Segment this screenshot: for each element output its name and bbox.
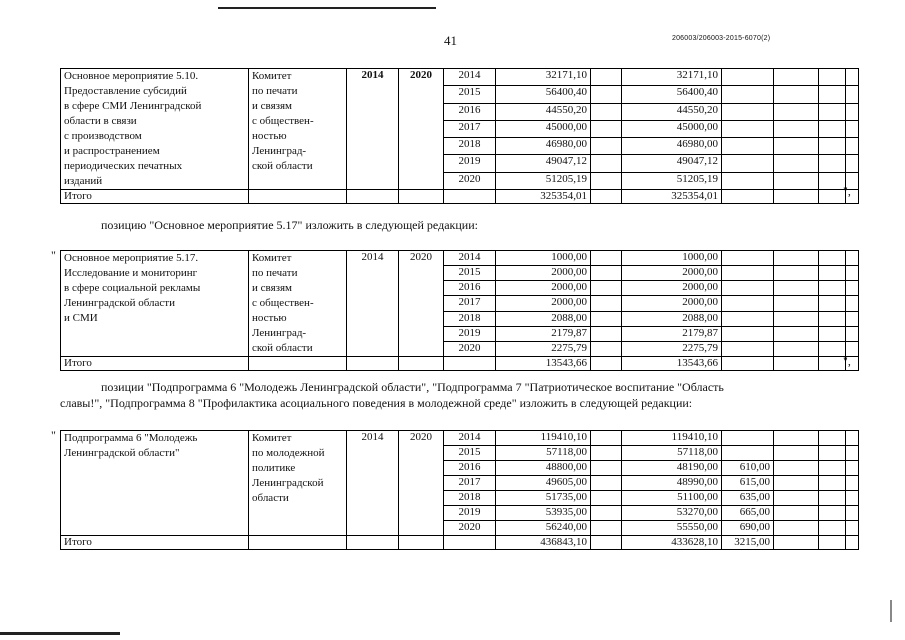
empty-cell: [819, 311, 846, 326]
document-reference: 206003/206003-2015-6070(2): [672, 35, 771, 42]
measure-name-line: в сфере СМИ Ленинградской: [64, 100, 202, 112]
empty-cell: [722, 326, 774, 341]
empty-cell: [774, 103, 819, 120]
cell-itogo_other: 3215,00: [722, 536, 774, 550]
empty-cell: [591, 311, 622, 326]
cell-regional: 1000,00: [622, 251, 722, 266]
cell-itogo_total: 436843,10: [496, 536, 591, 550]
empty-cell: [591, 120, 622, 137]
empty-cell: [846, 431, 859, 446]
cell-year: 2014: [444, 69, 496, 86]
empty-cell: [774, 281, 819, 296]
cell-year: 2019: [444, 506, 496, 521]
empty-cell: [819, 155, 846, 172]
empty-cell: [591, 461, 622, 476]
cell-itogo_regional: 325354,01: [622, 190, 722, 204]
empty-cell: [846, 461, 859, 476]
executor-line: ской области: [252, 342, 313, 354]
empty-cell: [846, 446, 859, 461]
measure-name-line: области в связи: [64, 115, 137, 127]
empty-cell: [819, 521, 846, 536]
empty-cell: [846, 86, 859, 103]
cell-total: 44550,20: [496, 103, 591, 120]
empty-cell: [722, 172, 774, 189]
cell-other: [722, 431, 774, 446]
closing-quote-1: ",: [843, 184, 851, 198]
opening-quote-2: ": [51, 248, 56, 262]
empty-cell: [249, 357, 347, 371]
cell-total: 48800,00: [496, 461, 591, 476]
empty-cell: [399, 357, 444, 371]
table-row: [61, 431, 859, 446]
cell-itogo_label: Итого: [61, 536, 249, 550]
empty-cell: [774, 446, 819, 461]
cell-regional: 46980,00: [622, 138, 722, 155]
empty-cell: [774, 341, 819, 356]
cell-total: 46980,00: [496, 138, 591, 155]
closing-quote-2: ",: [843, 354, 851, 368]
empty-cell: [722, 251, 774, 266]
empty-cell: [722, 103, 774, 120]
cell-start: 2014: [347, 69, 399, 190]
cell-total: 56240,00: [496, 521, 591, 536]
cell-regional: 119410,10: [622, 431, 722, 446]
executor-line: Комитет: [252, 252, 292, 264]
empty-cell: [819, 491, 846, 506]
measure-name-line: и распространением: [64, 145, 160, 157]
cell-other: 610,00: [722, 461, 774, 476]
empty-cell: [819, 341, 846, 356]
empty-cell: [846, 103, 859, 120]
measure-name: [61, 69, 249, 190]
empty-cell: [819, 266, 846, 281]
cell-total: 2179,87: [496, 326, 591, 341]
empty-cell: [591, 266, 622, 281]
cell-year: 2018: [444, 311, 496, 326]
empty-cell: [249, 536, 347, 550]
cell-end: 2020: [399, 69, 444, 190]
empty-cell: [591, 296, 622, 311]
empty-cell: [591, 476, 622, 491]
cell-total: 119410,10: [496, 431, 591, 446]
empty-cell: [722, 296, 774, 311]
cell-total: 57118,00: [496, 446, 591, 461]
measure-name-line: с производством: [64, 130, 142, 142]
executor-line: Комитет: [252, 432, 292, 444]
cell-itogo_total: 325354,01: [496, 190, 591, 204]
empty-cell: [846, 155, 859, 172]
paragraph-measure-5-17: позицию "Основное мероприятие 5.17" изложить в следующей редакции:: [101, 218, 478, 232]
empty-cell: [819, 251, 846, 266]
empty-cell: [722, 341, 774, 356]
cell-total: 2000,00: [496, 296, 591, 311]
empty-cell: [722, 281, 774, 296]
empty-cell: [774, 431, 819, 446]
empty-cell: [722, 120, 774, 137]
empty-cell: [774, 251, 819, 266]
cell-start: 2014: [347, 431, 399, 536]
empty-cell: [591, 341, 622, 356]
empty-cell: [846, 281, 859, 296]
cell-year: 2017: [444, 120, 496, 137]
empty-cell: [846, 120, 859, 137]
empty-cell: [846, 311, 859, 326]
measure-name-line: Подпрограмма 6 "Молодежь: [64, 432, 198, 444]
empty-cell: [819, 190, 846, 204]
cell-itogo_regional: 433628,10: [622, 536, 722, 550]
cell-itogo_label: Итого: [61, 357, 249, 371]
empty-cell: [774, 476, 819, 491]
empty-cell: [722, 266, 774, 281]
empty-cell: [774, 296, 819, 311]
empty-cell: [722, 138, 774, 155]
empty-cell: [591, 431, 622, 446]
executor-line: и связям: [252, 100, 292, 112]
cell-total: 2000,00: [496, 281, 591, 296]
cell-regional: 2000,00: [622, 296, 722, 311]
table-measure-5-10: [60, 68, 859, 204]
empty-cell: [774, 86, 819, 103]
cell-total: 32171,10: [496, 69, 591, 86]
paragraph-subprograms-line2: славы!", "Подпрограмма 8 "Профилактика асоциального поведения в молодежной среде" изложить в следующей редакции:: [60, 396, 693, 410]
cell-year: 2016: [444, 461, 496, 476]
empty-cell: [819, 446, 846, 461]
empty-cell: [774, 155, 819, 172]
measure-name-line: в сфере социальной рекламы: [64, 282, 201, 294]
empty-cell: [591, 103, 622, 120]
empty-cell: [819, 120, 846, 137]
empty-cell: [347, 536, 399, 550]
empty-cell: [846, 536, 859, 550]
measure-name-line: Основное мероприятие 5.17.: [64, 252, 199, 264]
cell-total: 2000,00: [496, 266, 591, 281]
empty-cell: [591, 86, 622, 103]
cell-regional: 2179,87: [622, 326, 722, 341]
empty-cell: [591, 251, 622, 266]
executor-line: ностью: [252, 130, 287, 142]
executor-line: по молодежной: [252, 447, 325, 459]
cell-itogo_regional: 13543,66: [622, 357, 722, 371]
table-subprogram-6: [60, 430, 859, 550]
empty-cell: [846, 491, 859, 506]
cell-year: 2014: [444, 431, 496, 446]
empty-cell: [774, 190, 819, 204]
cell-itogo_total: 13543,66: [496, 357, 591, 371]
executor-line: политике: [252, 462, 296, 474]
empty-cell: [249, 190, 347, 204]
empty-cell: [444, 536, 496, 550]
executor-line: с обществен-: [252, 115, 314, 127]
measure-name: [61, 251, 249, 357]
cell-total: 53935,00: [496, 506, 591, 521]
empty-cell: [347, 190, 399, 204]
executor-line: Ленинград-: [252, 145, 307, 157]
cell-end: 2020: [399, 251, 444, 357]
empty-cell: [722, 86, 774, 103]
empty-cell: [819, 172, 846, 189]
empty-cell: [774, 326, 819, 341]
cell-total: 45000,00: [496, 120, 591, 137]
bottom-rule: [0, 632, 120, 635]
cell-year: 2016: [444, 103, 496, 120]
empty-cell: [819, 69, 846, 86]
empty-cell: [591, 172, 622, 189]
empty-cell: [819, 326, 846, 341]
empty-cell: [399, 536, 444, 550]
empty-cell: [591, 69, 622, 86]
empty-cell: [591, 155, 622, 172]
empty-cell: [819, 86, 846, 103]
empty-cell: [591, 326, 622, 341]
cell-other: 615,00: [722, 476, 774, 491]
cell-regional: 51205,19: [622, 172, 722, 189]
measure-name-line: Основное мероприятие 5.10.: [64, 70, 199, 82]
empty-cell: [774, 357, 819, 371]
cell-year: 2017: [444, 296, 496, 311]
empty-cell: [774, 69, 819, 86]
cell-end: 2020: [399, 431, 444, 536]
cell-regional: 55550,00: [622, 521, 722, 536]
cell-total: 1000,00: [496, 251, 591, 266]
empty-cell: [774, 536, 819, 550]
empty-cell: [846, 521, 859, 536]
paragraph-subprograms-line1: позиции "Подпрограмма 6 "Молодежь Ленинградской области", "Подпрограмма 7 "Патриотическое воспитание "Область: [101, 380, 724, 394]
empty-cell: [722, 311, 774, 326]
cell-total: 56400,40: [496, 86, 591, 103]
empty-cell: [444, 357, 496, 371]
cell-year: 2016: [444, 281, 496, 296]
cell-regional: 32171,10: [622, 69, 722, 86]
empty-cell: [722, 155, 774, 172]
cell-regional: 51100,00: [622, 491, 722, 506]
empty-cell: [774, 491, 819, 506]
executor-line: по печати: [252, 85, 298, 97]
cell-other: 690,00: [722, 521, 774, 536]
cell-year: 2014: [444, 251, 496, 266]
empty-cell: [846, 296, 859, 311]
cell-year: 2015: [444, 266, 496, 281]
empty-cell: [591, 138, 622, 155]
empty-cell: [774, 138, 819, 155]
cell-regional: 45000,00: [622, 120, 722, 137]
executor: [249, 251, 347, 357]
empty-cell: [846, 326, 859, 341]
executor-line: области: [252, 492, 289, 504]
cell-other: [722, 446, 774, 461]
measure-name-line: изданий: [64, 175, 103, 187]
cell-regional: 53270,00: [622, 506, 722, 521]
cell-regional: 2000,00: [622, 266, 722, 281]
empty-cell: [722, 69, 774, 86]
empty-cell: [774, 172, 819, 189]
executor-line: Ленинградской: [252, 477, 324, 489]
empty-cell: [591, 491, 622, 506]
empty-cell: [774, 506, 819, 521]
executor-line: ской области: [252, 160, 313, 172]
empty-cell: [591, 190, 622, 204]
empty-cell: [819, 431, 846, 446]
table-measure-5-17: [60, 250, 859, 371]
cell-year: 2020: [444, 172, 496, 189]
cell-regional: 48990,00: [622, 476, 722, 491]
empty-cell: [399, 190, 444, 204]
empty-cell: [774, 521, 819, 536]
empty-cell: [591, 506, 622, 521]
empty-cell: [819, 281, 846, 296]
cell-total: 49047,12: [496, 155, 591, 172]
cell-regional: 49047,12: [622, 155, 722, 172]
cell-year: 2018: [444, 138, 496, 155]
itogo-row: [61, 536, 859, 550]
cell-total: 51735,00: [496, 491, 591, 506]
empty-cell: [774, 461, 819, 476]
measure-name-line: периодических печатных: [64, 160, 183, 172]
empty-cell: [819, 357, 846, 371]
measure-name-line: и СМИ: [64, 312, 98, 324]
cell-other: 665,00: [722, 506, 774, 521]
opening-quote-3: ": [51, 428, 56, 442]
cell-start: 2014: [347, 251, 399, 357]
executor-line: по печати: [252, 267, 298, 279]
table-row: [61, 251, 859, 266]
cell-year: 2019: [444, 155, 496, 172]
empty-cell: [591, 521, 622, 536]
itogo-row: [61, 357, 859, 371]
cell-regional: 57118,00: [622, 446, 722, 461]
empty-cell: [846, 251, 859, 266]
empty-cell: [819, 476, 846, 491]
empty-cell: [774, 266, 819, 281]
cell-year: 2015: [444, 86, 496, 103]
cell-total: 49605,00: [496, 476, 591, 491]
empty-cell: [819, 138, 846, 155]
cell-regional: 44550,20: [622, 103, 722, 120]
table-row: [61, 69, 859, 86]
empty-cell: [591, 446, 622, 461]
empty-cell: [444, 190, 496, 204]
measure-name-line: Ленинградской области": [64, 447, 180, 459]
margin-mark: [890, 600, 892, 622]
cell-year: 2017: [444, 476, 496, 491]
executor-line: Ленинград-: [252, 327, 307, 339]
empty-cell: [846, 138, 859, 155]
cell-regional: 56400,40: [622, 86, 722, 103]
measure-name-line: Ленинградской области: [64, 297, 175, 309]
empty-cell: [846, 69, 859, 86]
cell-regional: 48190,00: [622, 461, 722, 476]
empty-cell: [819, 103, 846, 120]
empty-cell: [591, 536, 622, 550]
cell-regional: 2088,00: [622, 311, 722, 326]
cell-other: 635,00: [722, 491, 774, 506]
cell-year: 2018: [444, 491, 496, 506]
empty-cell: [819, 506, 846, 521]
top-rule: [218, 7, 436, 9]
empty-cell: [591, 281, 622, 296]
page-number: 41: [444, 33, 457, 48]
executor-line: и связям: [252, 282, 292, 294]
executor-line: с обществен-: [252, 297, 314, 309]
itogo-row: [61, 190, 859, 204]
empty-cell: [347, 357, 399, 371]
measure-name-line: Предоставление субсидий: [64, 85, 187, 97]
empty-cell: [722, 190, 774, 204]
empty-cell: [846, 506, 859, 521]
empty-cell: [819, 536, 846, 550]
executor: [249, 69, 347, 190]
empty-cell: [774, 120, 819, 137]
empty-cell: [819, 296, 846, 311]
executor-line: ностью: [252, 312, 287, 324]
cell-total: 51205,19: [496, 172, 591, 189]
cell-regional: 2275,79: [622, 341, 722, 356]
cell-year: 2020: [444, 521, 496, 536]
executor: [249, 431, 347, 536]
empty-cell: [722, 357, 774, 371]
measure-name: [61, 431, 249, 536]
empty-cell: [846, 266, 859, 281]
cell-year: 2015: [444, 446, 496, 461]
executor-line: Комитет: [252, 70, 292, 82]
cell-itogo_label: Итого: [61, 190, 249, 204]
cell-total: 2088,00: [496, 311, 591, 326]
cell-year: 2020: [444, 341, 496, 356]
cell-total: 2275,79: [496, 341, 591, 356]
empty-cell: [591, 357, 622, 371]
empty-cell: [774, 311, 819, 326]
measure-name-line: Исследование и мониторинг: [64, 267, 198, 279]
empty-cell: [846, 476, 859, 491]
empty-cell: [819, 461, 846, 476]
cell-year: 2019: [444, 326, 496, 341]
cell-regional: 2000,00: [622, 281, 722, 296]
